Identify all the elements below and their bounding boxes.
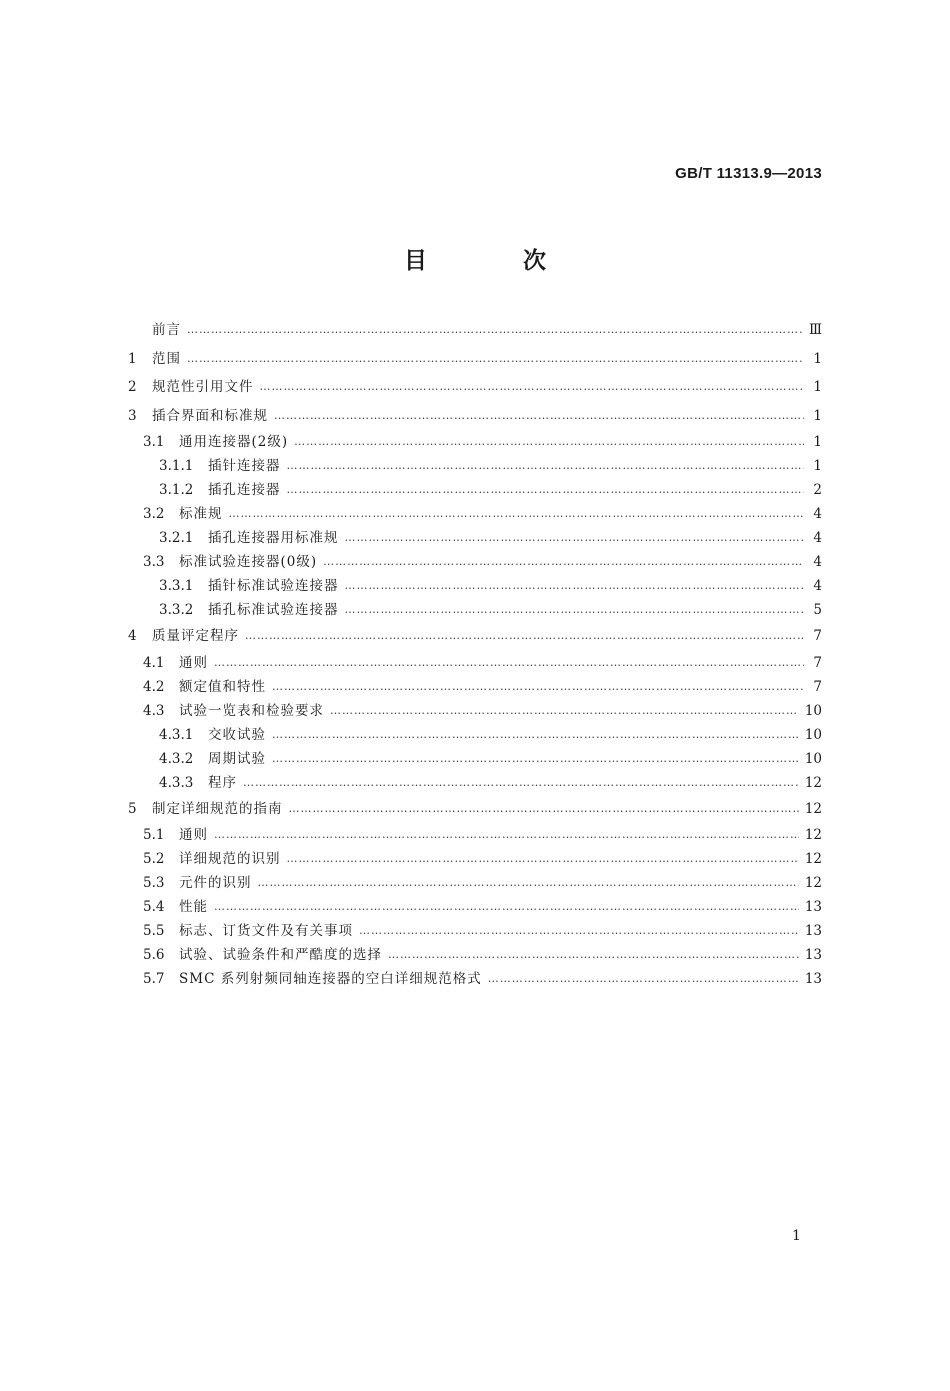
toc-entry-number: 4.1 bbox=[143, 654, 165, 671]
toc-entry-page: 10 bbox=[804, 702, 822, 719]
toc-entry-number: 5.4 bbox=[143, 899, 165, 915]
toc-entry-title: 标志、订货文件及有关事项 bbox=[179, 923, 353, 939]
toc-entry-number: 5.3 bbox=[143, 875, 165, 891]
toc-entry-title: 通则 bbox=[179, 654, 208, 671]
toc-entry-number: 5.2 bbox=[143, 851, 165, 867]
toc-entry[interactable] bbox=[128, 675, 822, 699]
toc-entry-page: 5 bbox=[813, 602, 822, 618]
toc-leader-dots bbox=[245, 622, 804, 651]
toc-entry-title: 元件的识别 bbox=[179, 875, 252, 891]
toc-entry-page: 1 bbox=[813, 350, 822, 367]
toc-entry-page: 13 bbox=[804, 923, 822, 939]
toc-leader-dots bbox=[214, 823, 799, 847]
toc-leader-dots bbox=[287, 847, 799, 871]
toc-entry[interactable] bbox=[128, 895, 822, 919]
toc-entry[interactable] bbox=[128, 871, 822, 895]
toc-entry-page: 4 bbox=[813, 578, 822, 594]
toc-leader-dots bbox=[294, 430, 804, 454]
toc-entry[interactable] bbox=[128, 316, 822, 345]
toc-entry-number: 5.7 bbox=[143, 971, 165, 987]
toc-entry-page: 13 bbox=[804, 899, 822, 915]
toc-entry[interactable] bbox=[128, 550, 822, 574]
toc-leader-dots bbox=[289, 795, 799, 824]
toc-entry[interactable] bbox=[128, 598, 822, 622]
toc-leader-dots bbox=[287, 478, 805, 502]
toc-entry[interactable] bbox=[128, 747, 822, 771]
toc-entry-page: 1 bbox=[813, 434, 822, 450]
toc-entry-page: 7 bbox=[813, 654, 822, 671]
toc-title: 目 次 bbox=[403, 248, 590, 274]
toc-entry-number: 3.2 bbox=[143, 506, 165, 522]
toc-entry[interactable] bbox=[128, 478, 822, 502]
toc-leader-dots bbox=[287, 454, 805, 478]
toc-entry-number: 3.1.2 bbox=[159, 482, 194, 498]
toc-leader-dots bbox=[272, 675, 804, 699]
toc-entry-page: 12 bbox=[804, 851, 822, 867]
toc-entry[interactable] bbox=[128, 723, 822, 747]
toc-entry[interactable] bbox=[128, 699, 822, 723]
toc-entry-number: 3.3.2 bbox=[159, 602, 194, 618]
toc-entry[interactable] bbox=[128, 526, 822, 550]
toc-entry-number: 4 bbox=[128, 628, 137, 644]
toc-leader-dots bbox=[229, 502, 805, 526]
toc-entry-number: 3.1 bbox=[143, 434, 165, 450]
toc-entry-title: 程序 bbox=[208, 774, 237, 791]
toc-entry-title: 插孔标准试验连接器 bbox=[208, 602, 339, 618]
toc-entry-title: 试验一览表和检验要求 bbox=[179, 702, 324, 719]
toc-entry[interactable] bbox=[128, 502, 822, 526]
toc-entry-number: 5.5 bbox=[143, 923, 165, 939]
toc-entry-title: 插孔连接器 bbox=[208, 482, 281, 498]
toc-entry-page: Ⅲ bbox=[808, 322, 822, 338]
toc-entry[interactable] bbox=[128, 373, 822, 402]
toc-entry-title: 插针连接器 bbox=[208, 458, 281, 474]
toc-leader-dots bbox=[187, 345, 804, 374]
toc-entry-number: 1 bbox=[128, 350, 137, 367]
toc-entry[interactable] bbox=[128, 943, 822, 967]
toc-entry-title: 通用连接器(2级) bbox=[179, 434, 289, 450]
toc-entry-number: 5.6 bbox=[143, 947, 165, 963]
toc-leader-dots bbox=[272, 747, 799, 771]
toc-leader-dots bbox=[345, 598, 805, 622]
toc-entry-title: 插孔连接器用标准规 bbox=[208, 530, 339, 546]
toc-entry[interactable] bbox=[128, 771, 822, 795]
toc-entry-number: 4.3 bbox=[143, 702, 165, 719]
toc-entry-number: 4.2 bbox=[143, 678, 165, 695]
toc-entry-title: 通则 bbox=[179, 827, 208, 843]
toc-entry[interactable] bbox=[128, 402, 822, 431]
toc-entry-title: 交收试验 bbox=[208, 726, 266, 743]
toc-entry-number: 4.3.2 bbox=[159, 750, 194, 767]
toc-leader-dots bbox=[388, 943, 799, 967]
toc-entry-page: 1 bbox=[813, 407, 822, 424]
toc-entry-title: 额定值和特性 bbox=[179, 678, 266, 695]
toc-entry-title: 详细规范的识别 bbox=[179, 851, 281, 867]
toc-leader-dots bbox=[345, 526, 805, 550]
table-of-contents bbox=[128, 316, 822, 991]
toc-entry-title: 标准试验连接器(0级) bbox=[179, 554, 318, 570]
toc-entry-page: 13 bbox=[804, 947, 822, 963]
toc-entry[interactable] bbox=[128, 967, 822, 991]
toc-entry-title: 质量评定程序 bbox=[152, 628, 239, 644]
toc-entry-page: 1 bbox=[813, 458, 822, 474]
toc-entry[interactable] bbox=[128, 795, 822, 824]
toc-entry[interactable] bbox=[128, 651, 822, 675]
toc-entry[interactable] bbox=[128, 345, 822, 374]
toc-leader-dots bbox=[187, 316, 803, 345]
toc-entry-page: 12 bbox=[804, 800, 822, 817]
toc-entry-page: 12 bbox=[804, 774, 822, 791]
toc-entry-title: SMC 系列射频同轴连接器的空白详细规范格式 bbox=[179, 971, 482, 987]
toc-entry[interactable] bbox=[128, 847, 822, 871]
toc-entry-page: 10 bbox=[804, 726, 822, 743]
footer-page-number: 1 bbox=[792, 1228, 801, 1244]
toc-entry[interactable] bbox=[128, 574, 822, 598]
toc-leader-dots bbox=[345, 574, 805, 598]
toc-entry[interactable] bbox=[128, 919, 822, 943]
toc-entry-number: 5 bbox=[128, 800, 137, 817]
toc-entry-number: 3.3.1 bbox=[159, 578, 194, 594]
toc-entry-page: 4 bbox=[813, 554, 822, 570]
toc-entry-page: 2 bbox=[813, 482, 822, 498]
toc-leader-dots bbox=[330, 699, 799, 723]
toc-entry[interactable] bbox=[128, 430, 822, 454]
toc-entry-title: 范围 bbox=[152, 350, 181, 367]
toc-entry-number: 3.3 bbox=[143, 554, 165, 570]
toc-entry-number: 5.1 bbox=[143, 827, 165, 843]
toc-entry-page: 12 bbox=[804, 875, 822, 891]
toc-entry-page: 1 bbox=[813, 379, 822, 395]
toc-leader-dots bbox=[323, 550, 804, 574]
toc-leader-dots bbox=[359, 919, 799, 943]
standard-code: GB/T 11313.9—2013 bbox=[675, 165, 822, 182]
toc-leader-dots bbox=[258, 871, 799, 895]
toc-entry-page: 7 bbox=[813, 678, 822, 695]
toc-entry-title: 制定详细规范的指南 bbox=[152, 800, 283, 817]
toc-entry-page: 7 bbox=[813, 628, 822, 644]
toc-entry-number: 3.1.1 bbox=[159, 458, 194, 474]
toc-entry[interactable] bbox=[128, 454, 822, 478]
toc-leader-dots bbox=[214, 895, 799, 919]
toc-entry[interactable] bbox=[128, 622, 822, 651]
toc-entry-title: 试验、试验条件和严酷度的选择 bbox=[179, 947, 382, 963]
toc-entry-title: 周期试验 bbox=[208, 750, 266, 767]
toc-entry-page: 12 bbox=[804, 827, 822, 843]
toc-leader-dots bbox=[488, 967, 799, 991]
toc-leader-dots bbox=[272, 723, 799, 747]
toc-entry-page: 4 bbox=[813, 506, 822, 522]
toc-leader-dots bbox=[260, 373, 805, 402]
toc-entry-number: 3.2.1 bbox=[159, 530, 194, 546]
toc-entry-title: 规范性引用文件 bbox=[152, 379, 254, 395]
toc-entry-title: 性能 bbox=[179, 899, 208, 915]
toc-leader-dots bbox=[214, 651, 804, 675]
toc-entry-title: 标准规 bbox=[179, 506, 223, 522]
toc-leader-dots bbox=[274, 402, 804, 431]
toc-entry-page: 13 bbox=[804, 971, 822, 987]
toc-entry-number: 3 bbox=[128, 407, 137, 424]
toc-entry-number: 4.3.1 bbox=[159, 726, 194, 743]
toc-entry-page: 10 bbox=[804, 750, 822, 767]
toc-entry-title: 插针标准试验连接器 bbox=[208, 578, 339, 594]
toc-entry-title: 插合界面和标准规 bbox=[152, 407, 268, 424]
toc-entry[interactable] bbox=[128, 823, 822, 847]
toc-entry-number: 4.3.3 bbox=[159, 774, 194, 791]
toc-entry-page: 4 bbox=[813, 530, 822, 546]
toc-entry-number: 2 bbox=[128, 379, 137, 395]
toc-leader-dots bbox=[243, 771, 799, 795]
toc-entry-title: 前言 bbox=[152, 322, 181, 338]
